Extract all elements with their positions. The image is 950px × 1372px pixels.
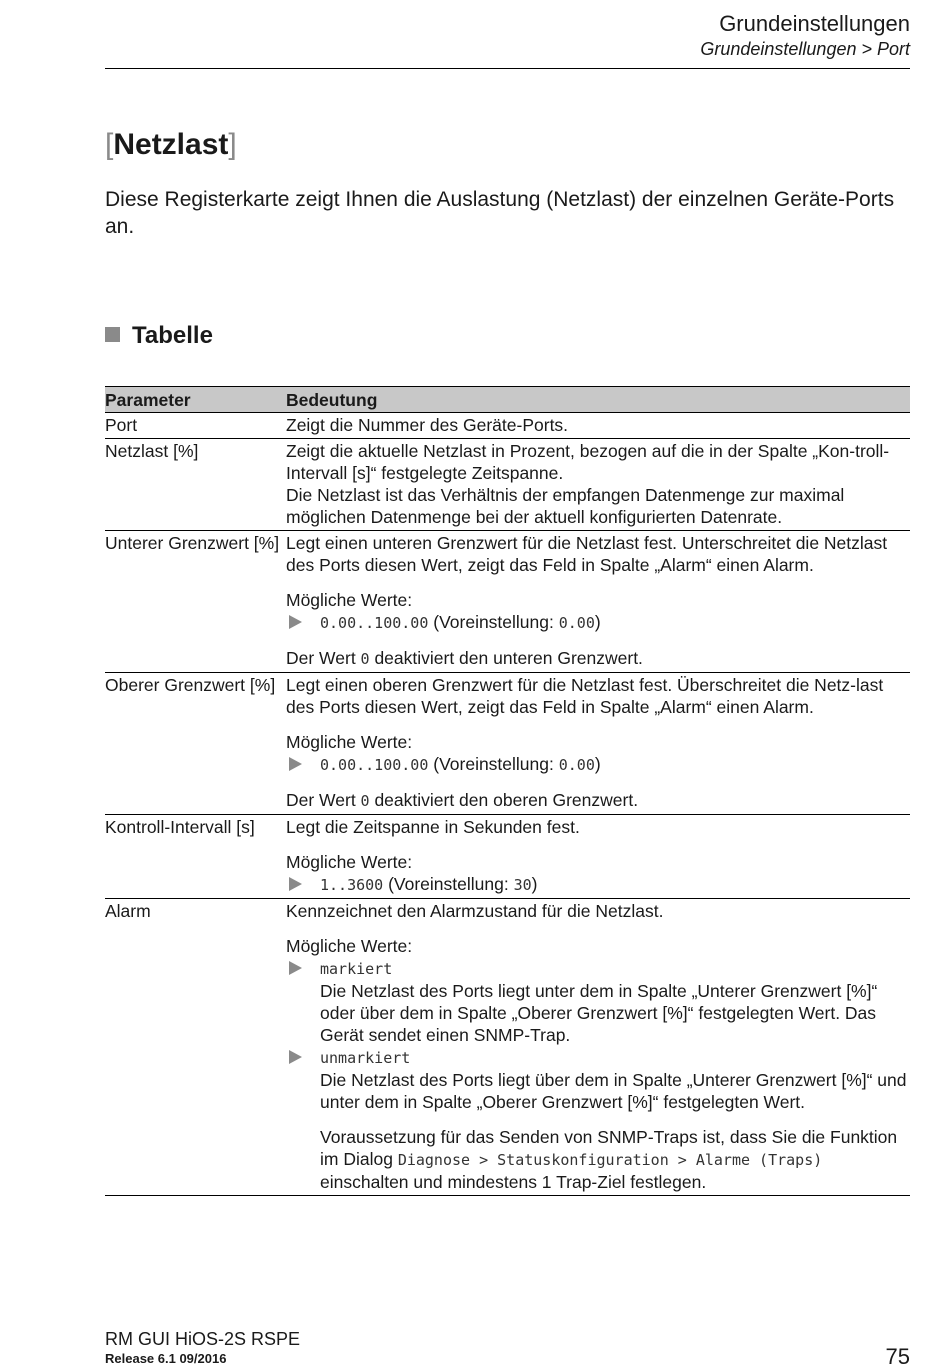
desc-oberer [286, 673, 910, 815]
value-list-item [286, 1046, 910, 1113]
section-heading-text: Tabelle [132, 322, 213, 349]
triangle-bullet-icon [289, 1050, 302, 1064]
triangle-bullet-icon [289, 615, 302, 629]
param-kontroll: Kontroll-Intervall [s] [105, 815, 286, 899]
column-header-meaning: Bedeutung [286, 387, 910, 413]
note-suffix: deaktiviert den oberen Grenzwert. [369, 790, 639, 810]
table-row [105, 439, 910, 531]
prerequisite-note [286, 1126, 910, 1193]
param-port: Port [105, 413, 286, 439]
value-range: 0.00..100.00 [320, 614, 429, 632]
default-close: ) [594, 754, 601, 774]
desc-kontroll [286, 815, 910, 899]
value-unmarked: unmarkiert [320, 1049, 411, 1067]
default-label: (Voreinstellung: [383, 874, 514, 894]
prereq-suffix: einschalten und mindestens 1 Trap-Ziel festlegen. [320, 1172, 707, 1192]
title-bracket-open: [ [105, 128, 114, 161]
dialog-path: Diagnose > Statuskonfiguration > Alarme (Traps) [397, 1151, 823, 1169]
value-list-item [286, 957, 910, 1046]
param-oberer: Oberer Grenzwert [%] [105, 673, 286, 815]
default-value: 0.00 [558, 756, 595, 774]
value-marked-desc: Die Netzlast des Ports liegt unter dem in Spalte „Unterer Grenzwert [%]“ oder über dem in Spalte „Oberer Grenzwert [%]“ festgelegten Wert. Das Gerät sendet einen SNMP-Trap. [320, 981, 878, 1045]
header-section: Grundeinstellungen > Port [700, 39, 910, 59]
note-value: 0 [360, 792, 370, 810]
note-prefix: Der Wert [286, 790, 361, 810]
desc-text: Zeigt die aktuelle Netzlast in Prozent, bezogen auf die in der Spalte „Kon-troll-Intervall [s]“ festgelegte Zeitspanne. [286, 441, 890, 483]
note-prefix: Der Wert [286, 648, 361, 668]
value-range: 0.00..100.00 [320, 756, 429, 774]
value-list-item [286, 873, 910, 896]
possible-values-label: Mögliche Werte: [286, 852, 413, 872]
title-bracket-close: ] [228, 128, 237, 161]
desc-unterer [286, 531, 910, 673]
title-text: Netzlast [113, 128, 229, 161]
value-marked: markiert [320, 960, 393, 978]
param-unterer: Unterer Grenzwert [%] [105, 531, 286, 673]
table-row [105, 413, 910, 439]
table-row [105, 815, 910, 899]
param-alarm: Alarm [105, 899, 286, 1196]
section-heading [105, 320, 213, 352]
value-unmarked-desc: Die Netzlast des Ports liegt über dem in Spalte „Unterer Grenzwert [%]“ und unter dem in Spalte „Oberer Grenzwert [%]“ festgelegten Wert. [320, 1070, 907, 1112]
desc-text: Die Netzlast ist das Verhältnis der empfangen Datenmenge zur maximal möglichen Datenmenge bei der aktuell konfigurierten Datenrate. [286, 485, 845, 527]
desc-text: Zeigt die Nummer des Geräte-Ports. [286, 415, 569, 435]
triangle-bullet-icon [289, 877, 302, 891]
parameter-table [105, 386, 910, 1196]
triangle-bullet-icon [289, 757, 302, 771]
desc-text: Kennzeichnet den Alarmzustand für die Netzlast. [286, 901, 664, 921]
footer-product: RM GUI HiOS-2S RSPE [105, 1329, 301, 1349]
header-chapter: Grundeinstellungen [719, 11, 910, 36]
desc-text: Legt die Zeitspanne in Sekunden fest. [286, 817, 580, 837]
note-text [286, 789, 910, 812]
table-header-row [105, 387, 910, 413]
footer-release: Release 6.1 09/2016 [105, 1351, 227, 1366]
default-value: 0.00 [558, 614, 595, 632]
triangle-bullet-icon [289, 961, 302, 975]
default-label: (Voreinstellung: [428, 754, 559, 774]
table-row [105, 531, 910, 673]
note-value: 0 [360, 650, 370, 668]
possible-values-label: Mögliche Werte: [286, 936, 413, 956]
column-header-parameter: Parameter [105, 387, 286, 413]
param-netzlast: Netzlast [%] [105, 439, 286, 531]
note-suffix: deaktiviert den unteren Grenzwert. [369, 648, 643, 668]
possible-values-label: Mögliche Werte: [286, 732, 413, 752]
default-value: 30 [513, 876, 532, 894]
desc-alarm [286, 899, 910, 1196]
possible-values-label: Mögliche Werte: [286, 590, 413, 610]
value-list-item [286, 611, 910, 634]
page-header [700, 10, 910, 60]
desc-text: Legt einen unteren Grenzwert für die Netzlast fest. Unterschreitet die Netzlast des Ports diesen Wert, zeigt das Feld in Spalte „Alarm“ einen Alarm. [286, 533, 888, 575]
desc-port [286, 413, 910, 439]
default-close: ) [531, 874, 538, 894]
note-text [286, 647, 910, 670]
intro-paragraph: Diese Registerkarte zeigt Ihnen die Auslastung (Netzlast) der einzelnen Geräte-Ports an. [105, 188, 895, 238]
prereq-prefix: Voraussetzung für das Senden von SNMP-Traps ist, dass Sie die Funktion im Dialog [320, 1127, 898, 1169]
page-number: 75 [885, 1344, 910, 1369]
page-title [105, 126, 237, 164]
table-row [105, 673, 910, 815]
square-bullet-icon [105, 327, 120, 342]
default-close: ) [594, 612, 601, 632]
header-rule [105, 68, 910, 69]
desc-text: Legt einen oberen Grenzwert für die Netzlast fest. Überschreitet die Netz-last des Ports diesen Wert, zeigt das Feld in Spalte „Alarm“ einen Alarm. [286, 675, 884, 717]
desc-netzlast [286, 439, 910, 531]
table-row [105, 899, 910, 1196]
default-label: (Voreinstellung: [428, 612, 559, 632]
value-list-item [286, 753, 910, 776]
value-range: 1..3600 [320, 876, 384, 894]
